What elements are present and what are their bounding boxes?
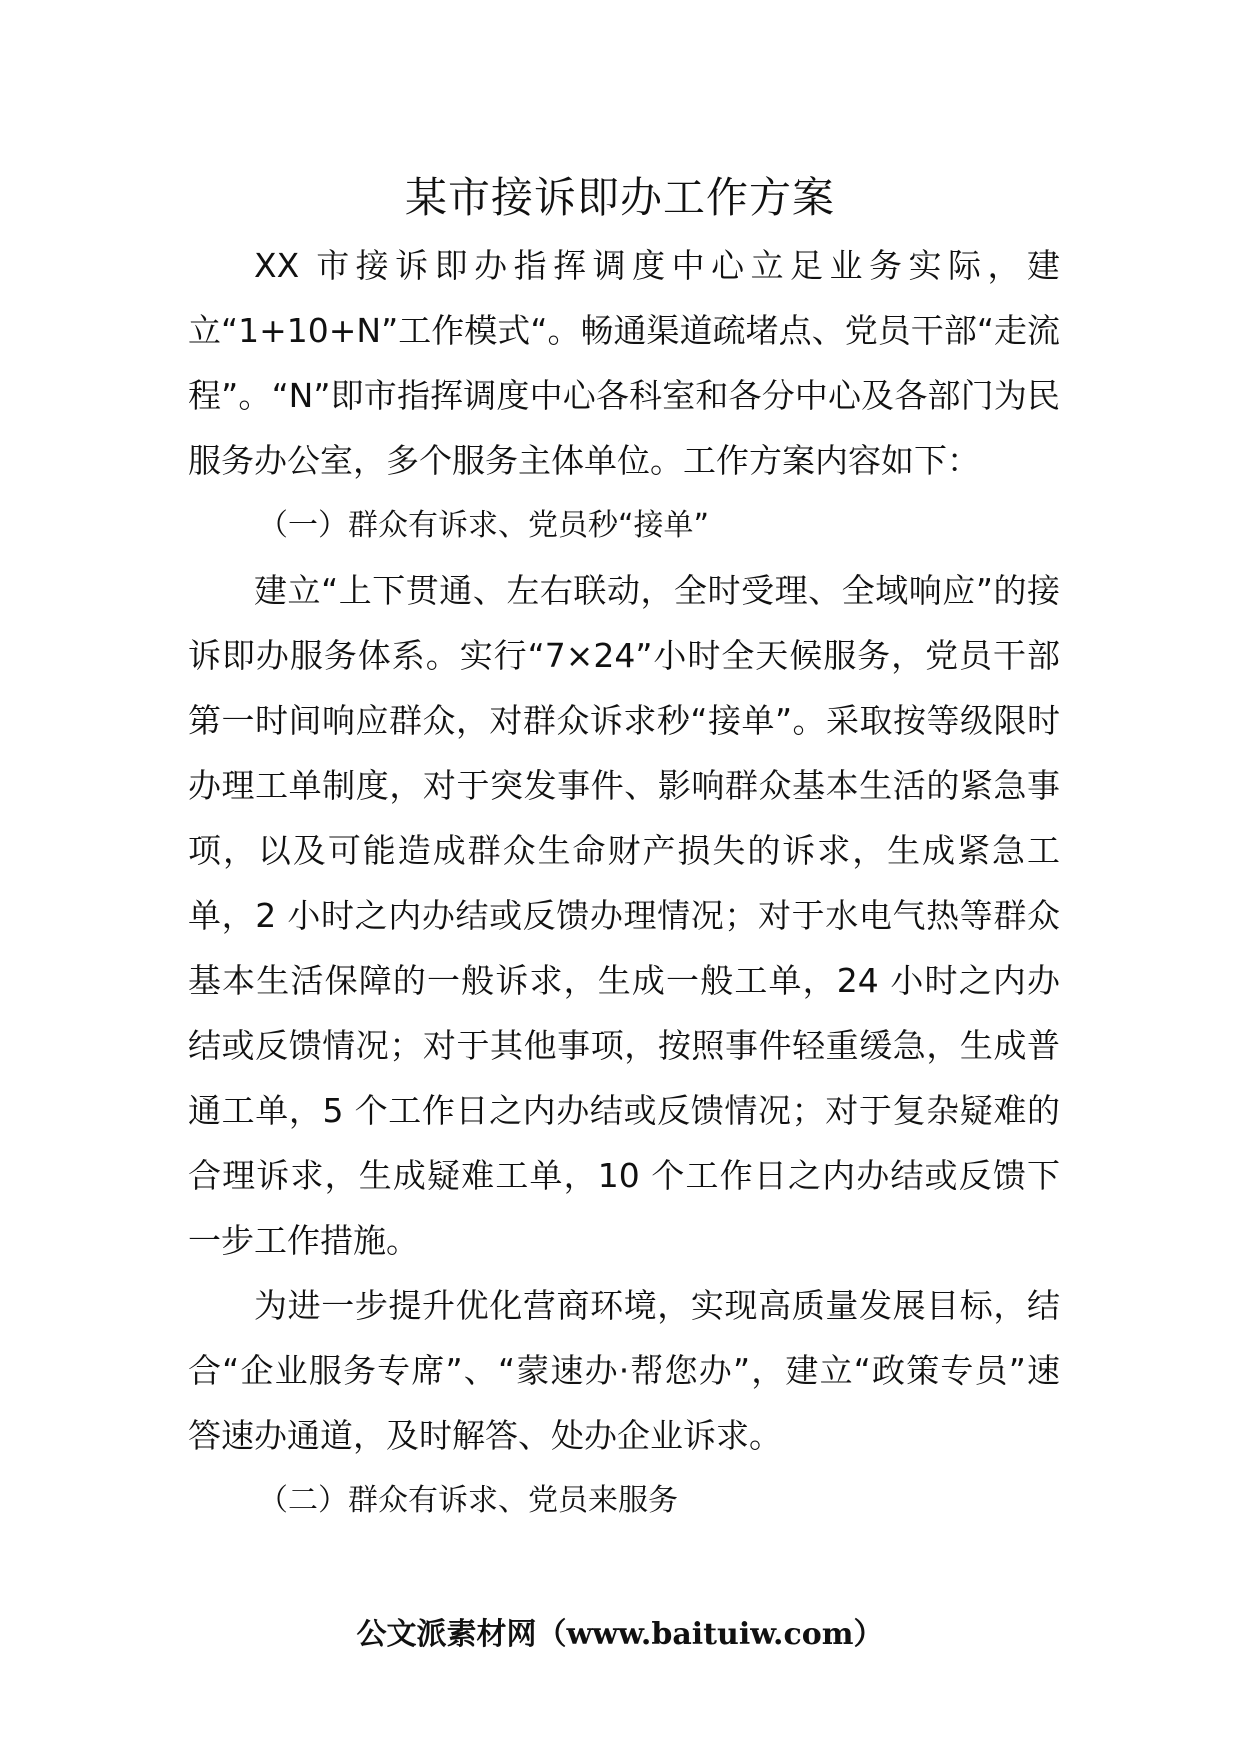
footer-watermark: 公文派素材网（www.baituiw.com） xyxy=(356,1617,884,1652)
document-body xyxy=(188,233,1060,1533)
section-1-heading: （一）群众有诉求、党员秒“接单” xyxy=(258,508,710,543)
section-2-heading: （二）群众有诉求、党员来服务 xyxy=(258,1483,678,1518)
intro-paragraph: XX 市接诉即办指挥调度中心立足业务实际，建立“1+10+N”工作模式“。畅通渠道疏堵点、党员干部“走流程”。“N”即市指挥调度中心各科室和各分中心及各部门为民服务办公室，多个服务主体单位。工作方案内容如下： xyxy=(188,246,1060,480)
section-1-paragraph-1: 建立“上下贯通、左右联动，全时受理、全域响应”的接诉即办服务体系。实行“7×24”小时全天候服务，党员干部第一时间响应群众，对群众诉求秒“接单”。采取按等级限时办理工单制度，对于突发事件、影响群众基本生活的紧急事项，以及可能造成群众生命财产损失的诉求，生成紧急工单，2 小时之内办结或反馈办理情况；对于水电气热等群众基本生活保障的一般诉求，生成一般工单，24 小时之内办结或反馈情况；对于其他事项，按照事件轻重缓急，生成普通工单，5 个工作日之内办结或反馈情况；对于复杂疑难的合理诉求，生成疑难工单，10 个工作日之内办结或反馈下一步工作措施。 xyxy=(188,571,1060,1260)
section-1-paragraph-2: 为进一步提升优化营商环境，实现高质量发展目标，结合“企业服务专席”、“蒙速办·帮您办”，建立“政策专员”速答速办通道，及时解答、处办企业诉求。 xyxy=(188,1286,1060,1455)
document-title: 某市接诉即办工作方案 xyxy=(404,173,835,222)
